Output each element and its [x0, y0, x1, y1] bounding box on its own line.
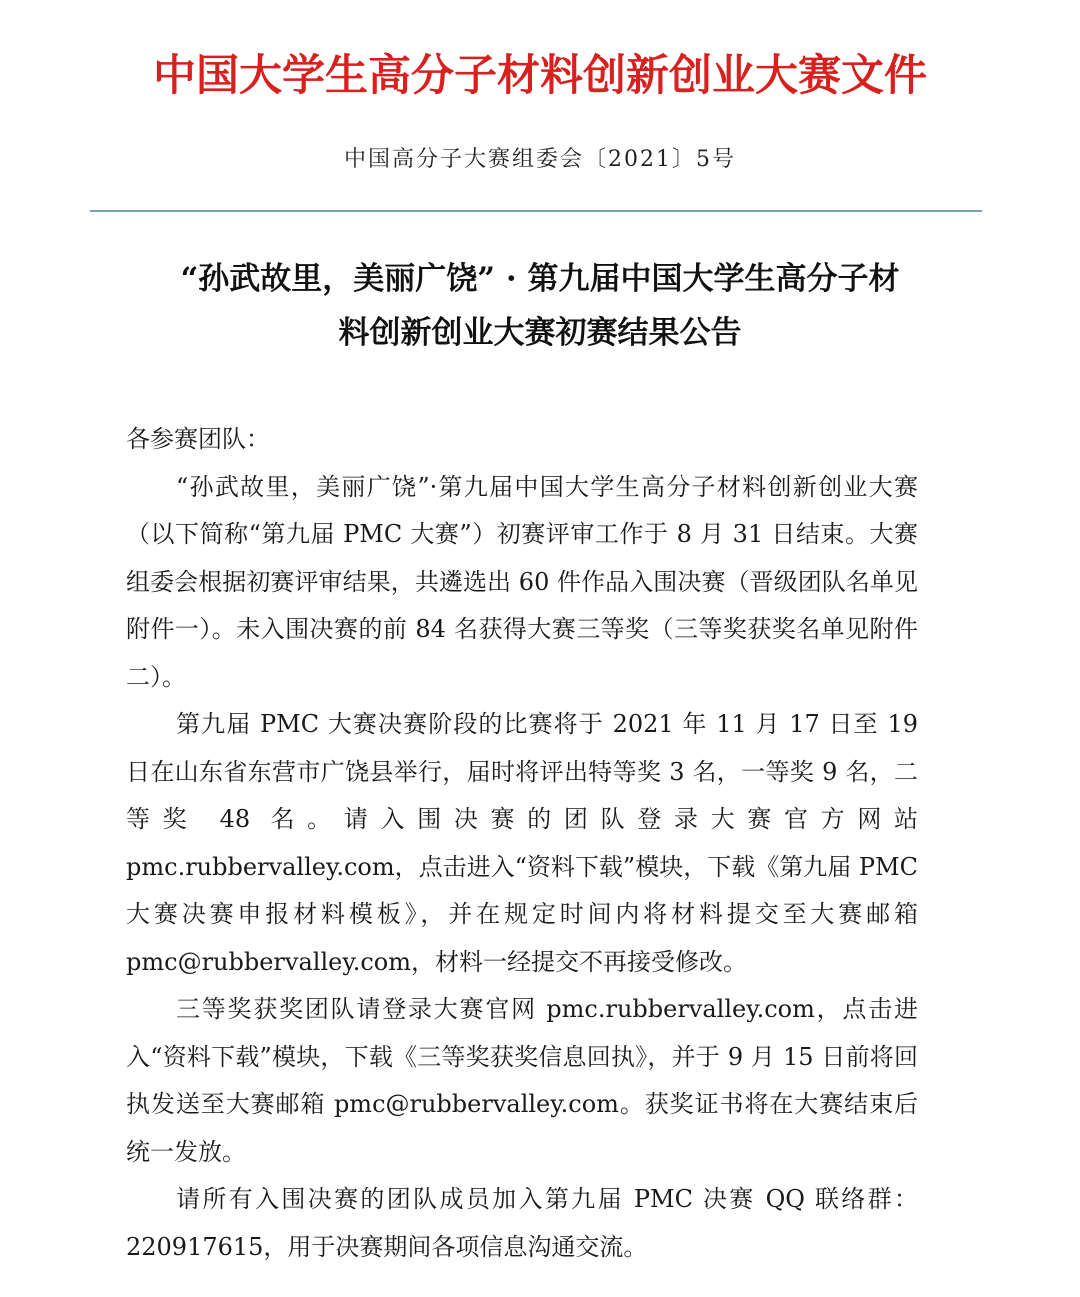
document-number: 中国高分子大赛组委会〔2021〕5号 — [344, 147, 736, 172]
paragraph-preliminary-results: “孙武故里，美丽广饶”·第九届中国大学生高分子材料创新创业大赛（以下简称“第九届 PMC 大赛”）初赛评审工作于 8 月 31 日结束。大赛组委会根据初赛评审结果，共遴选出 60 件作品入围决赛（晋级团队名单见附件一）。未入围决赛的前 84 名获得大赛三等奖（三等奖获奖名单见附件二）。 — [126, 472, 918, 691]
announcement-body — [126, 416, 918, 1271]
issuer-title: 中国大学生高分子材料创新创业大赛文件 — [153, 51, 927, 101]
salutation: 各参赛团队： — [126, 425, 270, 453]
paragraph-third-prize: 三等奖获奖团队请登录大赛官网 pmc.rubbervalley.com，点击进入“资料下载”模块，下载《三等奖获奖信息回执》，并于 9 月 15 日前将回执发送至大赛邮箱 pmc@rubbervalley.com。获奖证书将在大赛结束后统一发放。 — [126, 995, 918, 1166]
announcement-title-line-2: 料创新创业大赛初赛结果公告 — [338, 315, 742, 351]
paragraph-final-stage: 第九届 PMC 大赛决赛阶段的比赛将于 2021 年 11 月 17 日至 19 日在山东省东营市广饶县举行，届时将评出特等奖 3 名，一等奖 9 名，二等奖 48 名。请入围决赛的团队登录大赛官方网站 pmc.rubbervalley.com，点击进入“资料下载”模块，下载《第九届 PMC 大赛决赛申报材料模板》，并在规定时间内将材料提交至大赛邮箱 pmc@rubbervalley.com，材料一经提交不再接受修改。 — [126, 710, 918, 976]
header-divider — [90, 210, 982, 212]
announcement-title-line-1: “孙武故里，美丽广饶” · 第九届中国大学生高分子材 — [180, 261, 900, 297]
paragraph-qq-group: 请所有入围决赛的团队成员加入第九届 PMC 决赛 QQ 联络群：220917615，用于决赛期间各项信息沟通交流。 — [126, 1185, 918, 1261]
announcement-title — [90, 252, 990, 360]
